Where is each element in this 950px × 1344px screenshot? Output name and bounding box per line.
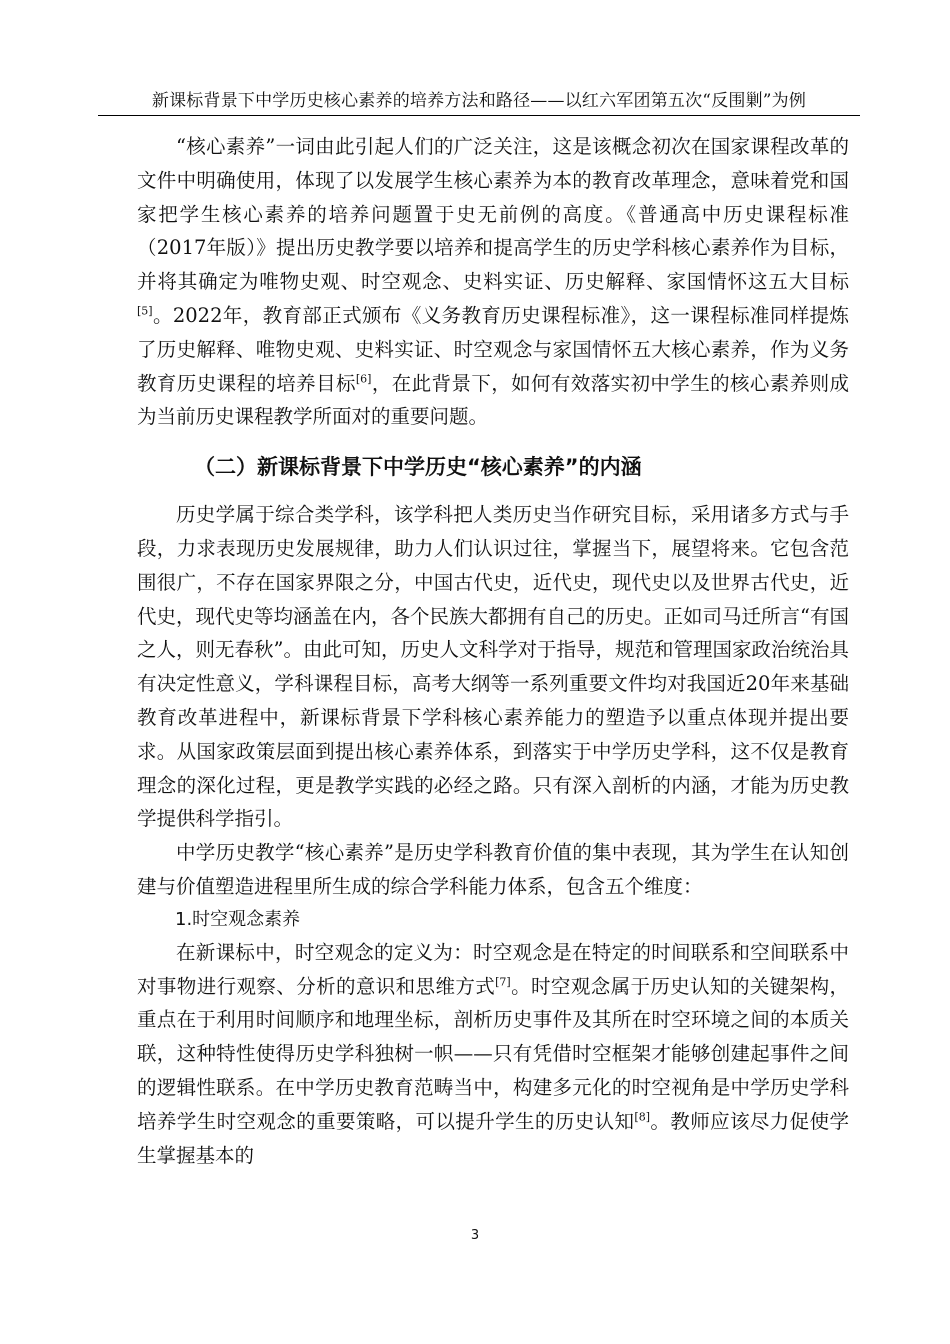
page-body [137,130,849,1172]
running-header: 新课标背景下中学历史核心素养的培养方法和路径——以红六军团第五次“反围剿”为例 [98,90,860,116]
paragraph-text: 。时空观念属于历史认知的关键架构，重点在于利用时间顺序和地理坐标，剖析历史事件及其所在时空环境之间的本质关联，这种特性使得历史学科独树一帜——只有凭借时空框架才能够创建起事件之间的逻辑性联系。在中学历史教育范畴当中，构建多元化的时空视角是中学历史学科培养学生时空观念的重要策略，可以提升学生的历史认知 [137,974,849,1133]
paragraph-text: ，在此背景下，如何有效落实初中学生的核心素养则成为当前历史课程教学所面对的重要问题。 [137,371,849,429]
paragraph-text: 。教师应该尽力促使学生掌握基本的 [137,1109,849,1167]
citation-ref: [8] [634,1110,651,1124]
paragraph-history-discipline: 历史学属于综合类学科，该学科把人类历史当作研究目标，采用诸多方式与手段，力求表现历史发展规律，助力人们认识过往，掌握当下，展望将来。它包含范围很广，不存在国家界限之分，中国古代史，近代史，现代史以及世界古代史，近代史，现代史等均涵盖在内，各个民族大都拥有自己的历史。正如司马迁所言“有国之人，则无春秋”。由此可知，历史人文科学对于指导，规范和管理国家政治统治具有决定性意义，学科课程目标，高考大纲等一系列重要文件均对我国近20年来基础教育改革进程中，新课标背景下学科核心素养能力的塑造予以重点体现并提出要求。从国家政策层面到提出核心素养体系，到落实于中学历史学科，这不仅是教育理念的深化过程，更是教学实践的必经之路。只有深入剖析的内涵，才能为历史教学提供科学指引。 [137,503,849,831]
citation-ref: [7] [495,975,511,989]
citation-ref: [5] [137,304,153,318]
paragraph-core-literacy-intro [137,130,849,434]
section-heading: （二）新课标背景下中学历史“核心素养”的内涵 [194,455,642,480]
paragraph-five-dimensions: 中学历史教学“核心素养”是历史学科教育价值的集中表现，其为学生在认知创建与价值塑造进程里所生成的综合学科能力体系，包含五个维度： [137,841,849,898]
paragraph-text: 。2022年，教育部正式颁布《义务教育历史课程标准》，这一课程标准同样提炼了历史解释、唯物史观、史料实证、时空观念与家国情怀五大核心素养，作为义务教育历史课程的培养目标 [137,303,849,395]
paragraph-text: 在新课标中，时空观念的定义为：时空观念是在特定的时间联系和空间联系中对事物进行观察、分析的意识和思维方式 [137,940,849,998]
citation-ref: [6] [355,372,372,386]
paragraph-spacetime-concept [137,936,849,1173]
subsection-heading: 1.时空观念素养 [175,908,301,930]
paragraph-text: “核心素养”一词由此引起人们的广泛关注，这是该概念初次在国家课程改革的文件中明确使用，体现了以发展学生核心素养为本的教育改革理念，意味着党和国家把学生核心素养的培养问题置于史无前例的高度。《普通高中历史课程标准（2017年版）》提出历史教学要以培养和提高学生的历史学科核心素养作为目标，并将其确定为唯物史观、时空观念、史料实证、历史解释、家国情怀这五大目标 [137,135,849,294]
page-number: 3 [470,1228,480,1243]
